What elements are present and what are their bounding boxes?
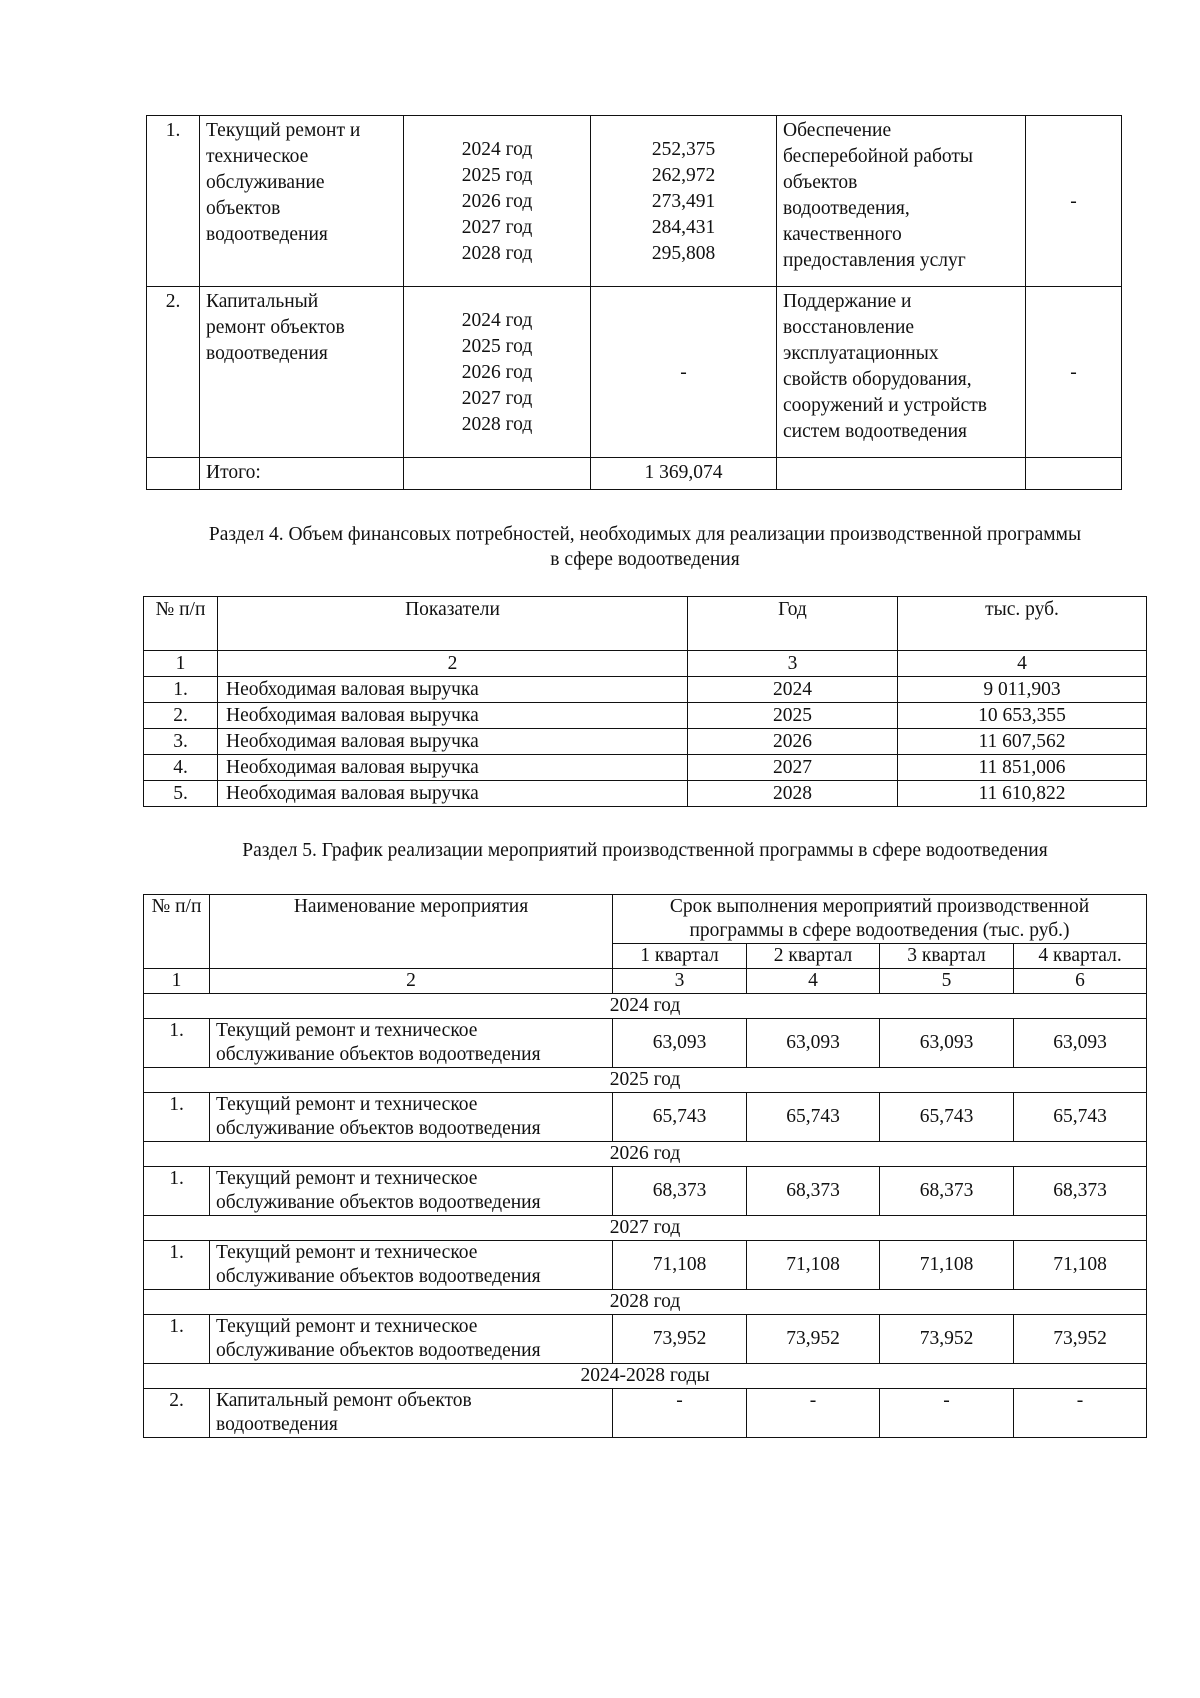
effect-cell: Обеспечение бесперебойной работы объектов водоотведения, качественного предоставления услуг	[777, 116, 1026, 287]
header-indicator: Показатели	[218, 597, 688, 651]
table-row: 1. Текущий ремонт и техническое обслуживание объектов водоотведения 65,743 65,743 65,743 65,743	[144, 1093, 1147, 1142]
header-num: № п/п	[144, 597, 218, 651]
note-cell: -	[1026, 287, 1122, 458]
schedule-table	[143, 894, 1147, 1438]
years-cell: 2024 год 2025 год 2026 год 2027 год 2028 год	[404, 116, 591, 287]
quarters-row: 1 квартал 2 квартал 3 квартал 4 квартал.	[144, 944, 1147, 969]
year-row: 2024 год	[144, 994, 1147, 1019]
table-row: 1. Текущий ремонт и техническое обслуживание объектов водоотведения 68,373 68,373 68,373 68,373	[144, 1167, 1147, 1216]
financial-needs-table	[143, 596, 1147, 807]
table-row: 1. Необходимая валовая выручка 2024 9 011,903	[144, 677, 1147, 703]
section-5-title: Раздел 5. График реализации мероприятий производственной программы в сфере водоотведения	[242, 840, 1048, 861]
table-row: 2. Капитальный ремонт объектов водоотведения - - - -	[144, 1389, 1147, 1438]
measure-name: Текущий ремонт и техническое обслуживание объектов водоотведения	[210, 1167, 613, 1216]
header-year: Год	[688, 597, 898, 651]
amounts-cell: 252,375 262,972 273,491 284,431 295,808	[591, 116, 777, 287]
column-numbers-row: 1 2 3 4	[144, 651, 1147, 677]
year-row: 2028 год	[144, 1290, 1147, 1315]
measure-name: Текущий ремонт и техническое обслуживание объектов водоотведения	[200, 116, 404, 287]
table-row: 4. Необходимая валовая выручка 2027 11 851,006	[144, 755, 1147, 781]
table-row: 5. Необходимая валовая выручка 2028 11 610,822	[144, 781, 1147, 807]
measure-name: Капитальный ремонт объектов водоотведения	[210, 1389, 613, 1438]
table-row: 2. Необходимая валовая выручка 2025 10 653,355	[144, 703, 1147, 729]
year-row: 2026 год	[144, 1142, 1147, 1167]
header-row	[144, 895, 1147, 944]
year-row: 2027 год	[144, 1216, 1147, 1241]
total-label: Итого:	[200, 458, 404, 490]
measure-name: Текущий ремонт и техническое обслуживание объектов водоотведения	[210, 1093, 613, 1142]
row-number: 1.	[147, 116, 200, 287]
header-name: Наименование мероприятия	[210, 895, 613, 969]
table-row: 1. Текущий ремонт и техническое обслуживание объектов водоотведения 73,952 73,952 73,952 73,952	[144, 1315, 1147, 1364]
header-period: Срок выполнения мероприятий производственной программы в сфере водоотведения (тыс. руб.)	[613, 895, 1147, 944]
years-cell: 2024 год 2025 год 2026 год 2027 год 2028 год	[404, 287, 591, 458]
total-row	[147, 458, 1122, 490]
total-value: 1 369,074	[591, 458, 777, 490]
table-row: 1. Текущий ремонт и техническое обслуживание объектов водоотведения 63,093 63,093 63,093 63,093	[144, 1019, 1147, 1068]
section-4-title: Раздел 4. Объем финансовых потребностей, необходимых для реализации производственной программы в сфере водоотведения	[208, 524, 1082, 570]
header-amount: тыс. руб.	[898, 597, 1147, 651]
table-row: 3. Необходимая валовая выручка 2026 11 607,562	[144, 729, 1147, 755]
period-row: 2024-2028 годы	[144, 1364, 1147, 1389]
table-row	[147, 287, 1122, 458]
measure-name: Текущий ремонт и техническое обслуживание объектов водоотведения	[210, 1019, 613, 1068]
measure-name: Текущий ремонт и техническое обслуживание объектов водоотведения	[210, 1241, 613, 1290]
year-row: 2025 год	[144, 1068, 1147, 1093]
row-number: 2.	[147, 287, 200, 458]
table-row: 1. Текущий ремонт и техническое обслуживание объектов водоотведения 71,108 71,108 71,108 71,108	[144, 1241, 1147, 1290]
amounts-cell: -	[591, 287, 777, 458]
column-numbers-row: 1 2 3 4 5 6	[144, 969, 1147, 994]
effect-cell: Поддержание и восстановление эксплуатационных свойств оборудования, сооружений и устройств систем водоотведения	[777, 287, 1026, 458]
header-num: № п/п	[144, 895, 210, 969]
measure-name: Капитальный ремонт объектов водоотведения	[200, 287, 404, 458]
measures-table	[146, 115, 1122, 490]
table-row	[147, 116, 1122, 287]
note-cell: -	[1026, 116, 1122, 287]
measure-name: Текущий ремонт и техническое обслуживание объектов водоотведения	[210, 1315, 613, 1364]
header-row	[144, 597, 1147, 651]
